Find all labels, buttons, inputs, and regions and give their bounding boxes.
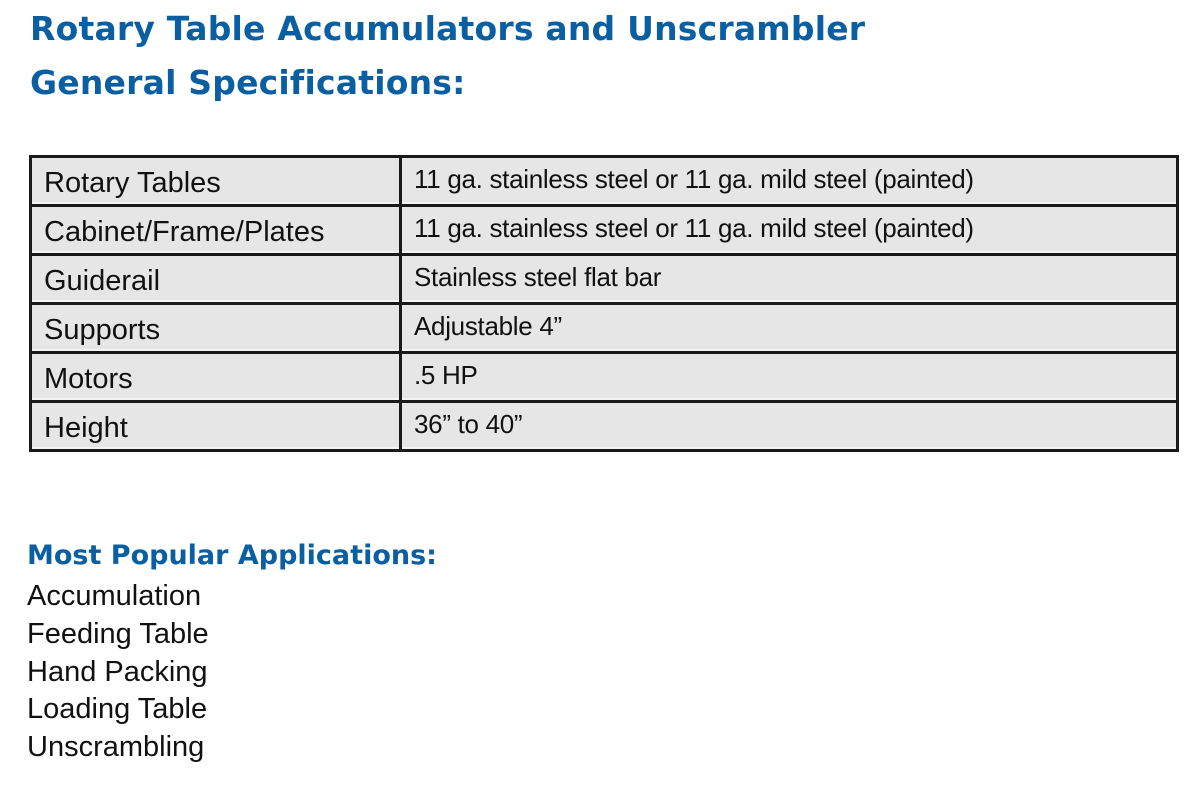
applications-list [27, 578, 209, 767]
spec-value: 11 ga. stainless steel or 11 ga. mild steel (painted) [401, 206, 1178, 255]
spec-label: Rotary Tables [31, 157, 401, 206]
list-item: Feeding Table [27, 617, 209, 650]
list-item: Accumulation [27, 580, 202, 612]
spec-label: Supports [31, 304, 401, 353]
spec-value: .5 HP [401, 353, 1178, 402]
spec-label: Guiderail [31, 255, 401, 304]
list-item: Loading Table [27, 693, 208, 726]
section-title-specifications: General Specifications: [30, 63, 466, 102]
spec-label: Height [31, 402, 401, 451]
list-item: Hand Packing [27, 655, 208, 688]
list-item: Unscrambling [27, 731, 205, 764]
page-title: Rotary Table Accumulators and Unscrambler [30, 9, 866, 48]
table-row [31, 304, 1178, 353]
table-row [31, 206, 1178, 255]
spec-value: 11 ga. stainless steel or 11 ga. mild steel (painted) [401, 157, 1178, 206]
table-row [31, 353, 1178, 402]
spec-label: Cabinet/Frame/Plates [31, 206, 401, 255]
applications-heading: Most Popular Applications: [27, 540, 437, 571]
specifications-table [29, 155, 1179, 452]
table-row [31, 157, 1178, 206]
spec-value: Stainless steel flat bar [401, 255, 1178, 304]
table-row [31, 402, 1178, 451]
spec-value: Adjustable 4” [401, 304, 1178, 353]
spec-value: 36” to 40” [401, 402, 1178, 451]
table-row [31, 255, 1178, 304]
spec-label: Motors [31, 353, 401, 402]
